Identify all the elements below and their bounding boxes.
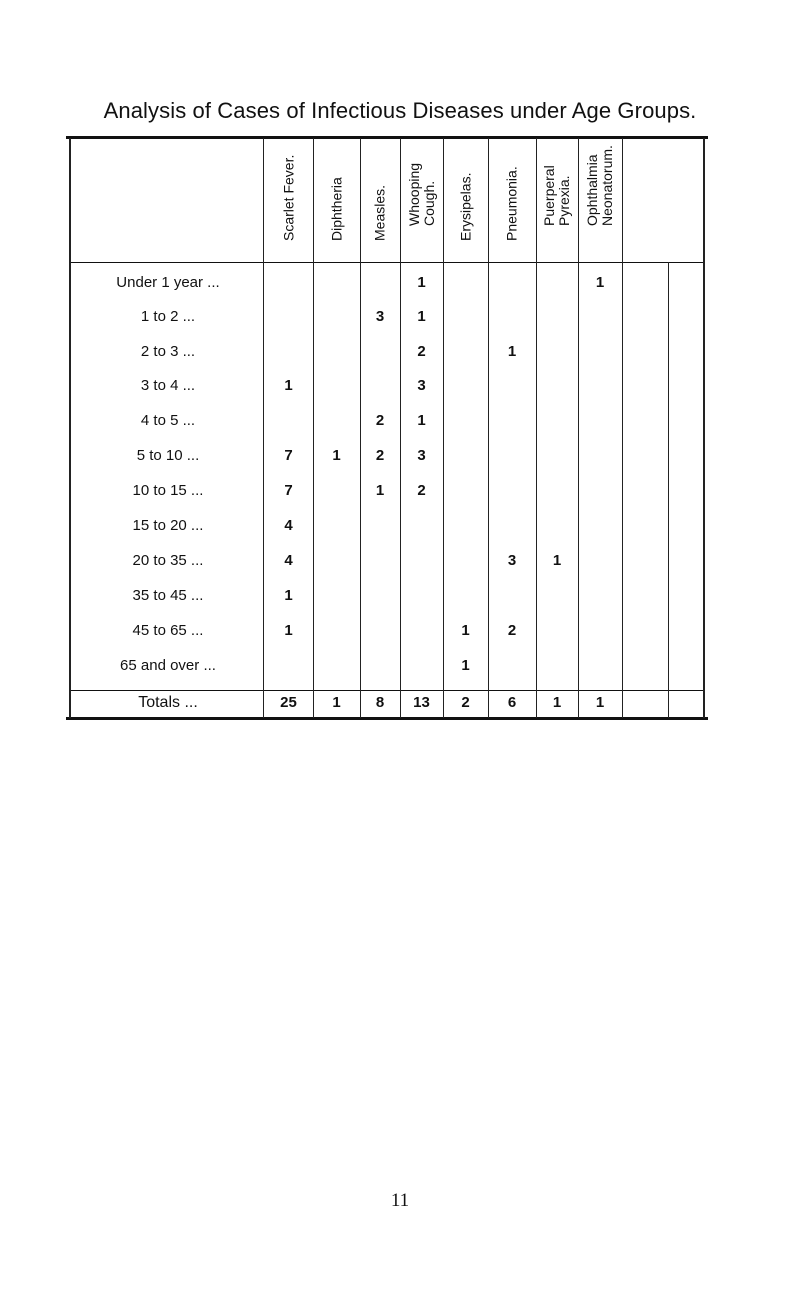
table-cell: 2 <box>375 412 385 429</box>
column-header <box>536 140 578 260</box>
page-number: 11 <box>390 1190 410 1211</box>
row-label: 2 to 3 ... <box>140 343 196 360</box>
table-cell: 4 <box>284 517 293 534</box>
totals-label: Totals ... <box>138 694 198 711</box>
column-header <box>443 140 488 260</box>
table-top-rule <box>66 136 708 139</box>
table-cell: 1 <box>284 622 293 639</box>
row-label: 65 and over ... <box>120 657 216 674</box>
totals-cell: 1 <box>332 694 341 711</box>
column-header-label: Diphtheria <box>328 177 344 241</box>
right-border <box>703 138 705 718</box>
table-cell: 1 <box>461 657 470 674</box>
column-header <box>400 140 443 260</box>
table-cell: 3 <box>417 377 426 394</box>
table-cell: 1 <box>417 412 426 429</box>
column-header <box>360 140 400 260</box>
table-cell: 1 <box>284 377 293 394</box>
row-label: 35 to 45 ... <box>132 587 204 604</box>
table-cell: 2 <box>375 447 385 464</box>
totals-cell: 25 <box>280 694 297 711</box>
column-header <box>488 140 536 260</box>
row-label: 5 to 10 ... <box>136 447 200 464</box>
table-cell: 1 <box>375 482 385 499</box>
table-cell: 1 <box>332 447 341 464</box>
column-separator <box>668 262 669 718</box>
row-label: 1 to 2 ... <box>140 308 196 325</box>
column-header-label: Puerperal Pyrexia. <box>541 165 572 226</box>
table-cell: 3 <box>507 552 517 569</box>
table-cell: 1 <box>417 274 426 291</box>
table-cell: 4 <box>284 552 293 569</box>
table-cell: 1 <box>552 552 562 569</box>
totals-top-rule <box>69 690 704 691</box>
column-header-label: Pneumonia. <box>503 166 520 241</box>
row-label: 15 to 20 ... <box>132 517 204 534</box>
header-bottom-rule <box>69 262 704 263</box>
totals-cell: 2 <box>461 694 470 711</box>
table-cell: 3 <box>375 308 385 325</box>
totals-cell: 8 <box>375 694 385 711</box>
column-header-label: Scarlet Fever. <box>280 154 296 241</box>
table-cell: 1 <box>507 343 517 360</box>
totals-cell: 13 <box>413 694 430 711</box>
table-cell: 2 <box>417 343 426 360</box>
row-label: 10 to 15 ... <box>132 482 204 499</box>
column-header <box>264 140 313 260</box>
left-border <box>69 138 71 718</box>
totals-cell: 6 <box>507 694 517 711</box>
table-cell: 1 <box>417 308 426 325</box>
column-header-label: Erysipelas. <box>457 172 473 241</box>
column-header-label: Whooping Cough. <box>405 162 437 226</box>
row-label: 20 to 35 ... <box>132 552 204 569</box>
totals-cell: 1 <box>595 694 605 711</box>
column-header <box>578 140 622 260</box>
row-label: 3 to 4 ... <box>140 377 196 394</box>
page-title: Analysis of Cases of Infectious Diseases under Age Groups. <box>103 98 697 123</box>
totals-cell: 1 <box>552 694 562 711</box>
table-bottom-rule <box>66 717 708 720</box>
table-cell: 1 <box>461 622 470 639</box>
table-cell: 2 <box>507 622 517 639</box>
table-cell: 3 <box>417 447 426 464</box>
column-header-label: Ophthalmia Neonatorum. <box>584 145 615 226</box>
table-cell: 1 <box>595 274 605 291</box>
row-label: 45 to 65 ... <box>132 622 204 639</box>
row-label: Under 1 year ... <box>116 274 220 291</box>
table-cell: 7 <box>284 482 293 499</box>
table-cell: 7 <box>284 447 293 464</box>
column-separator <box>622 138 623 718</box>
column-header-label: Measles. <box>371 184 388 241</box>
row-label: 4 to 5 ... <box>140 412 196 429</box>
column-header <box>313 140 360 260</box>
table-cell: 2 <box>417 482 426 499</box>
table-cell: 1 <box>284 587 293 604</box>
